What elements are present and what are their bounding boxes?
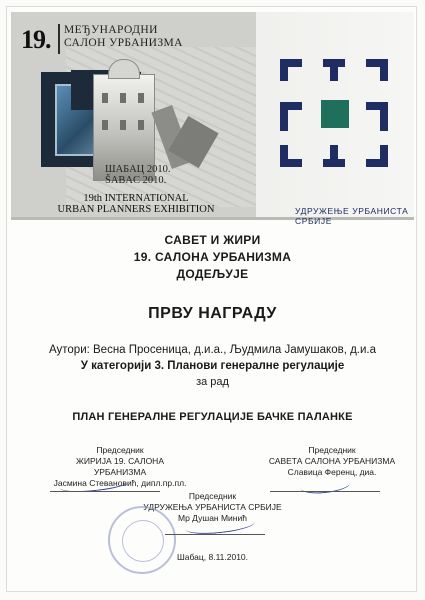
signer-role: Председник — [96, 445, 144, 455]
exhibition-title-en — [21, 193, 251, 215]
window — [120, 93, 126, 103]
exhibition-place-date — [105, 164, 170, 186]
association-logo — [280, 59, 388, 167]
signer-role: Председник — [308, 445, 356, 455]
official-stamp — [108, 506, 176, 574]
place-and-date: Шабац, 8.11.2010. — [176, 552, 249, 562]
place-date-cyrillic: ШАБАЦ 2010. — [105, 164, 171, 175]
signer-body: ЖИРИЈА 19. САЛОНА УРБАНИЗМА — [75, 456, 164, 477]
title-sr-line2: САЛОН УРБАНИЗМА — [64, 37, 183, 49]
logo-block — [380, 109, 388, 131]
logo-block — [380, 145, 388, 167]
logo-block — [280, 109, 288, 131]
signer-body: САВЕТА САЛОНА УРБАНИЗМА — [268, 456, 396, 466]
signer-name: Јасмина Стевановић, дипл.пр.пл. — [53, 478, 187, 488]
signer-name: Мр Душан Минић — [178, 513, 247, 523]
title-divider — [58, 24, 60, 54]
title-en-line1: 19th INTERNATIONAL — [83, 193, 189, 204]
logo-block — [280, 59, 288, 81]
title-sr-line1: МЕЂУНАРОДНИ — [64, 24, 158, 36]
project-title: ПЛАН ГЕНЕРАЛНЕ РЕГУЛАЦИЈЕ БАЧКЕ ПАЛАНКЕ — [72, 411, 353, 423]
council-line: САВЕТ И ЖИРИ — [164, 233, 261, 247]
exhibition-title-sr — [64, 24, 183, 50]
awards-line: ДОДЕЉУЈЕ — [176, 267, 249, 281]
logo-block — [330, 145, 338, 167]
category-line: У категорији 3. Планови генералне регулације — [80, 360, 345, 372]
window — [102, 93, 108, 103]
exhibition-banner — [11, 12, 256, 217]
window — [102, 120, 108, 130]
award-title: ПРВУ НАГРАДУ — [148, 305, 277, 322]
title-en-line2: URBAN PLANNERS EXHIBITION — [57, 204, 215, 215]
signer-role: Председник — [188, 491, 237, 501]
logo-center-square — [321, 100, 349, 128]
signature-line — [165, 534, 265, 535]
edition-number: 19. — [21, 25, 51, 54]
signature-line — [270, 491, 380, 492]
certificate-body — [11, 232, 414, 423]
signature-block-right — [262, 445, 402, 478]
signer-body: УДРУЖЕЊА УРБАНИСТА СРБИЈЕ — [143, 502, 282, 512]
certificate-header — [11, 12, 414, 226]
logo-block — [380, 59, 388, 81]
association-name: УДРУЖЕЊЕ УРБАНИСТА СРБИЈЕ — [295, 206, 409, 226]
place-date-latin: ŠABAC 2010. — [105, 175, 167, 186]
logo-block — [330, 59, 338, 81]
for-work-line: за рад — [196, 376, 229, 388]
window — [138, 120, 144, 130]
window — [138, 93, 144, 103]
logo-block — [280, 145, 288, 167]
salon-line: 19. САЛОНА УРБАНИЗМА — [133, 250, 292, 264]
authors-line: Аутори: Весна Просеница, д.и.а., Људмила Јамушаков, д.и.а — [48, 344, 377, 356]
window — [120, 120, 126, 130]
signer-name: Славица Ференц, диа. — [287, 467, 377, 477]
